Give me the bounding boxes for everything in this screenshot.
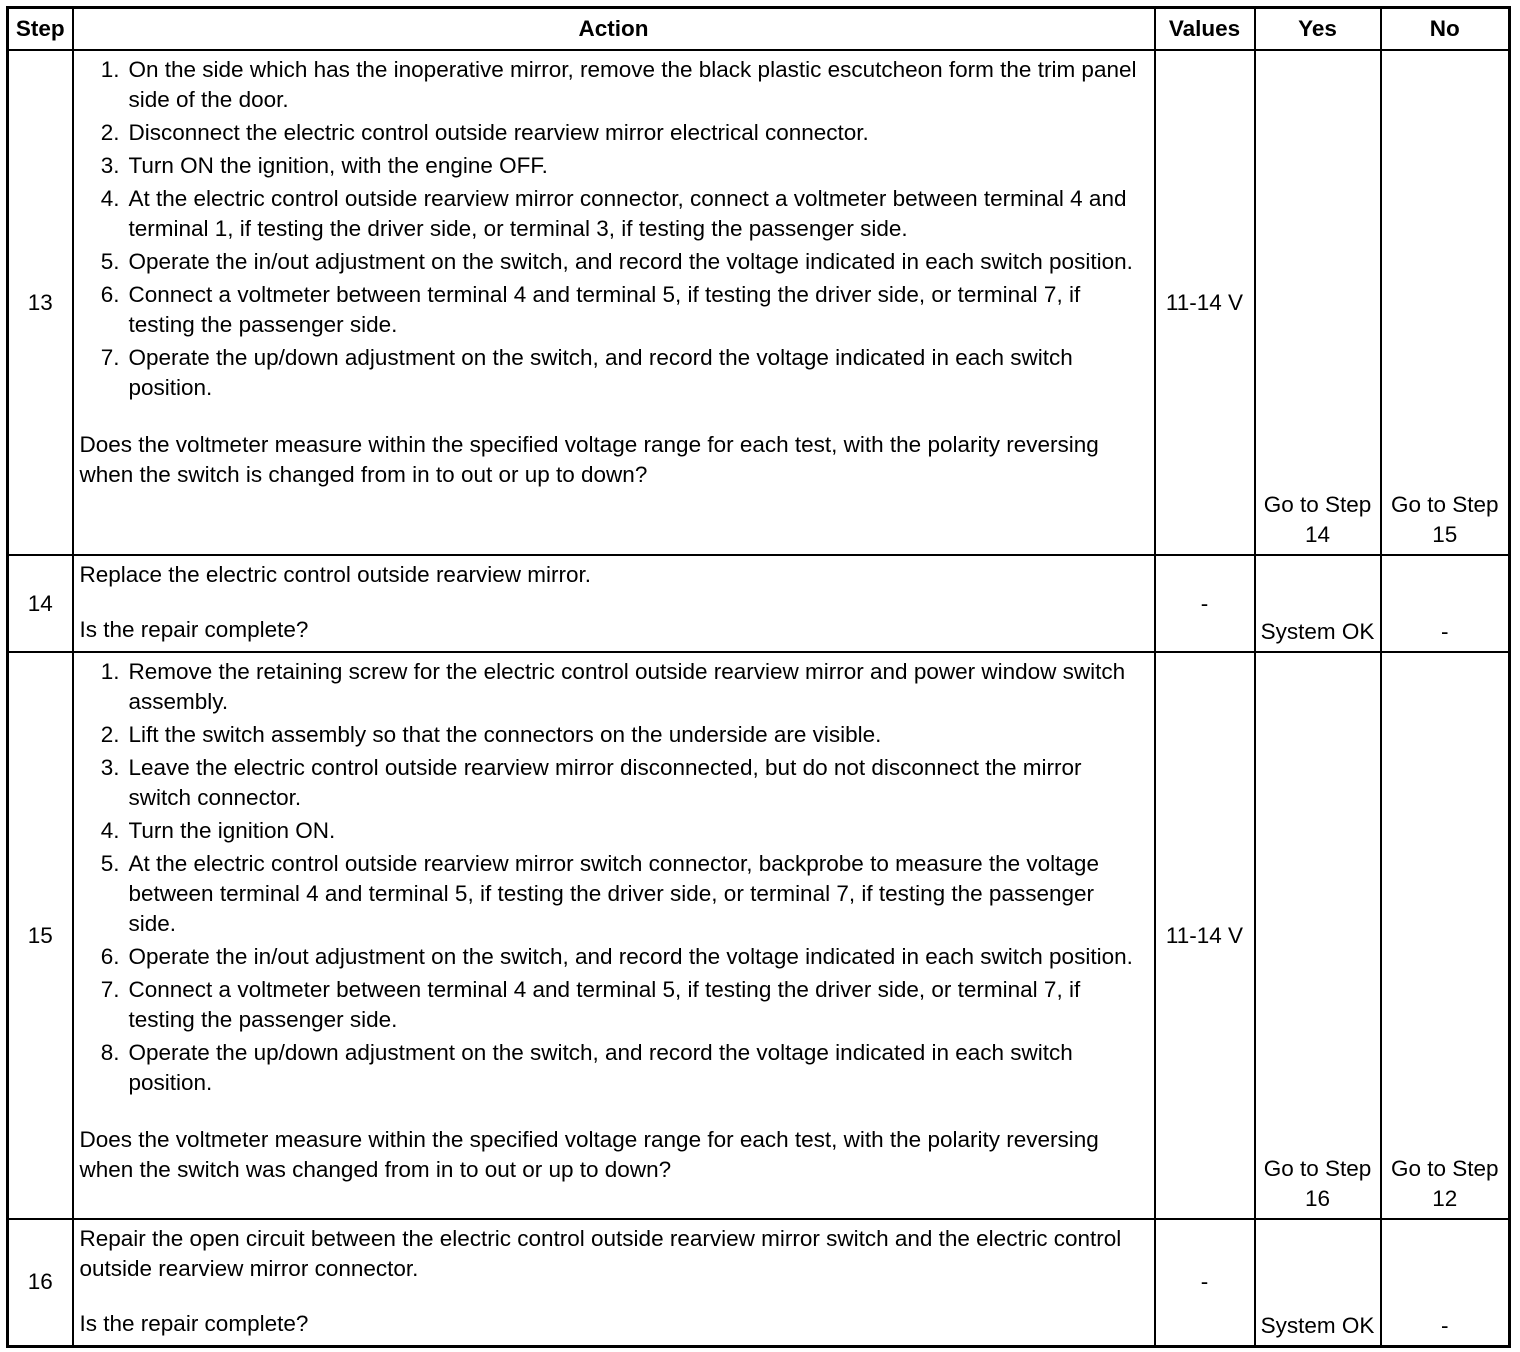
step-number: 16 <box>8 1219 73 1346</box>
list-item: 7. Operate the up/down adjustment on the switch, and record the voltage indicated in each switch position. <box>100 345 1073 400</box>
list-item: 2. Lift the switch assembly so that the connectors on the underside are visible. <box>100 722 882 747</box>
no-cell: - <box>1381 1219 1510 1346</box>
header-action: Action <box>73 8 1155 51</box>
action-question: Is the repair complete? <box>79 617 309 642</box>
step-number: 15 <box>8 652 73 1219</box>
list-item: 5. Operate the in/out adjustment on the switch, and record the voltage indicated in each switch position. <box>100 249 1133 274</box>
header-yes: Yes <box>1255 8 1381 51</box>
list-item: 1. On the side which has the inoperative mirror, remove the black plastic escutcheon form the trim panel side of the door. <box>100 57 1137 112</box>
header-no: No <box>1381 8 1510 51</box>
action-text: Repair the open circuit between the electric control outside rearview mirror switch and the electric control outside rearview mirror connector. <box>79 1226 1122 1281</box>
action-list <box>80 657 1148 1098</box>
no-cell: - <box>1381 555 1510 652</box>
action-question: Does the voltmeter measure within the specified voltage range for each test, with the polarity reversing when the switch was changed from in to out or up to down? <box>79 1127 1099 1182</box>
action-cell <box>73 652 1155 1219</box>
list-item: 6. Operate the in/out adjustment on the switch, and record the voltage indicated in each switch position. <box>100 944 1133 969</box>
header-row <box>8 8 1510 51</box>
action-question: Does the voltmeter measure within the specified voltage range for each test, with the polarity reversing when the switch is changed from in to out or up to down? <box>79 432 1099 487</box>
table-row <box>8 1219 1510 1346</box>
list-item: 4. Turn the ignition ON. <box>100 818 336 843</box>
list-item: 3. Turn ON the ignition, with the engine OFF. <box>100 153 548 178</box>
action-cell <box>73 50 1155 555</box>
value-cell: - <box>1155 1219 1255 1346</box>
table-row <box>8 555 1510 652</box>
no-cell: Go to Step 15 <box>1381 50 1510 555</box>
header-step: Step <box>8 8 73 51</box>
step-number: 14 <box>8 555 73 652</box>
action-cell <box>73 555 1155 652</box>
list-item: 5. At the electric control outside rearview mirror switch connector, backprobe to measure the voltage between terminal 4 and terminal 5, if testing the driver side, or terminal 7, if testing the passenger side. <box>100 851 1099 936</box>
list-item: 2. Disconnect the electric control outside rearview mirror electrical connector. <box>100 120 869 145</box>
table-row <box>8 652 1510 1219</box>
yes-cell: System OK <box>1255 555 1381 652</box>
value-cell: 11-14 V <box>1155 652 1255 1219</box>
list-item: 7. Connect a voltmeter between terminal 4 and terminal 5, if testing the driver side, or terminal 7, if testing the passenger side. <box>100 977 1081 1032</box>
diagnostic-table <box>6 6 1511 1348</box>
yes-cell: System OK <box>1255 1219 1381 1346</box>
header-values: Values <box>1155 8 1255 51</box>
table-row <box>8 50 1510 555</box>
value-cell: - <box>1155 555 1255 652</box>
value-cell: 11-14 V <box>1155 50 1255 555</box>
step-number: 13 <box>8 50 73 555</box>
action-text: Replace the electric control outside rearview mirror. <box>79 562 591 587</box>
list-item: 4. At the electric control outside rearview mirror connector, connect a voltmeter between terminal 4 and terminal 1, if testing the driver side, or terminal 3, if testing the passenger side. <box>100 186 1127 241</box>
action-cell <box>73 1219 1155 1346</box>
action-question: Is the repair complete? <box>79 1311 309 1336</box>
list-item: 1. Remove the retaining screw for the electric control outside rearview mirror and power window switch assembly. <box>100 659 1126 714</box>
list-item: 6. Connect a voltmeter between terminal 4 and terminal 5, if testing the driver side, or terminal 7, if testing the passenger side. <box>100 282 1081 337</box>
action-list <box>80 55 1148 403</box>
list-item: 8. Operate the up/down adjustment on the switch, and record the voltage indicated in each switch position. <box>100 1040 1073 1095</box>
yes-cell: Go to Step 16 <box>1255 652 1381 1219</box>
yes-cell: Go to Step 14 <box>1255 50 1381 555</box>
list-item: 3. Leave the electric control outside rearview mirror disconnected, but do not disconnect the mirror switch connector. <box>100 755 1082 810</box>
no-cell: Go to Step 12 <box>1381 652 1510 1219</box>
